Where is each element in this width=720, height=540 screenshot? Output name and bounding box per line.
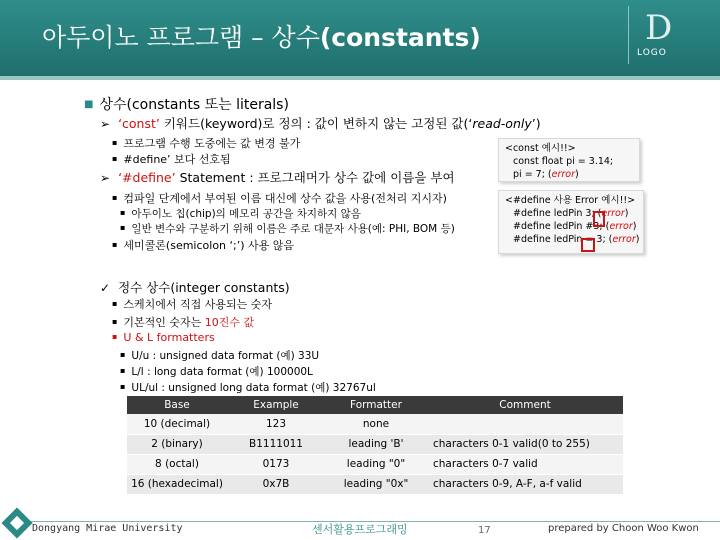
table-cell: 8 (octal)	[127, 454, 227, 474]
table-header-cell: Comment	[427, 396, 623, 414]
dot-bullet-icon: ▪	[112, 138, 118, 147]
list-item: ▪ U & L formatters	[112, 331, 215, 344]
dot-bullet-icon: ▪	[120, 208, 126, 217]
table-header-cell: Example	[227, 396, 325, 414]
check-icon: ✓	[100, 281, 111, 295]
table-cell: 0173	[227, 454, 325, 474]
table-cell: 0x7B	[227, 474, 325, 494]
table-header-row	[127, 396, 623, 414]
footer-author: prepared by Choon Woo Kwon	[548, 523, 699, 534]
square-bullet-icon: ■	[84, 99, 94, 110]
define-item: ➢ ‘#define’ Statement : 프로그래머가 상수 값에 이름을 부여	[100, 170, 455, 185]
table-cell: 2 (binary)	[127, 434, 227, 454]
header-divider	[0, 76, 720, 80]
table-cell: leading "0x"	[325, 474, 427, 494]
table-header-cell: Formatter	[325, 396, 427, 414]
error-highlight-box	[581, 238, 595, 252]
arrow-bullet-icon: ➢	[100, 117, 111, 131]
table-cell: leading "0"	[325, 454, 427, 474]
integer-constants-item: ✓ 정수 상수(integer constants)	[100, 280, 290, 295]
list-item: ▪ 프로그램 수행 도중에는 값 변경 불가	[112, 137, 301, 150]
list-item: ▪ 세미콜론(semicolon ‘;’) 사용 않음	[112, 239, 295, 252]
list-item: ▪ 스케치에서 직접 사용되는 숫자	[112, 298, 273, 311]
section-heading: ■ 상수(constants 또는 literals)	[84, 97, 289, 113]
table-row	[127, 414, 623, 434]
table-cell: leading 'B'	[325, 434, 427, 454]
const-example-box: <const 예시!!> const float pi = 3.14; pi = 7; (error)	[498, 138, 640, 182]
table-cell: characters 0-7 valid	[427, 454, 623, 474]
title-korean: 아두이노 프로그램 – 상수	[42, 23, 320, 52]
dot-bullet-icon: ▪	[112, 154, 118, 163]
table-row	[127, 434, 623, 454]
table-cell: B1111011	[227, 434, 325, 454]
page-number: 17	[478, 525, 491, 536]
list-item: ▪ UL/ul : unsigned long data format (예) 32767ul	[120, 382, 376, 394]
title-english: (constants)	[319, 23, 481, 52]
dot-bullet-icon: ▪	[120, 350, 126, 359]
dot-bullet-icon: ▪	[112, 193, 118, 202]
logo	[628, 6, 714, 64]
dot-bullet-icon: ▪	[112, 317, 118, 326]
table-row	[127, 474, 623, 494]
list-item: ▪ 컴파일 단계에서 부여된 이름 대신에 상수 값을 사용(전처리 지시자)	[112, 192, 447, 205]
dot-bullet-icon: ▪	[120, 223, 126, 232]
list-item: ▪ 일반 변수와 구분하기 위해 이름은 주로 대문자 사용(예: PHI, BOM 등)	[120, 223, 455, 235]
dot-bullet-icon: ▪	[112, 332, 118, 341]
list-item: ▪ 아두이노 칩(chip)의 메모리 공간을 차지하지 않음	[120, 208, 361, 220]
dot-bullet-icon: ▪	[112, 299, 118, 308]
table-row	[127, 454, 623, 474]
table-cell: characters 0-9, A-F, a-f valid	[427, 474, 623, 494]
table-cell: 16 (hexadecimal)	[127, 474, 227, 494]
list-item: ▪ #define’ 보다 선호됨	[112, 153, 231, 166]
logo-text: LOGO	[637, 48, 667, 58]
list-item: ▪ L/l : long data format (예) 100000L	[120, 366, 313, 378]
table-cell	[427, 414, 623, 434]
dot-bullet-icon: ▪	[112, 240, 118, 249]
table-cell: none	[325, 414, 427, 434]
footer-university: Dongyang Mirae University	[32, 523, 183, 534]
list-item: ▪ 기본적인 숫자는 10진수 값	[112, 316, 255, 329]
dot-bullet-icon: ▪	[120, 382, 126, 391]
logo-icon: D	[645, 8, 673, 48]
table-cell: characters 0-1 valid(0 to 255)	[427, 434, 623, 454]
integer-format-table	[127, 396, 623, 495]
define-error-example-box: <#define 사용 Error 예시!!> #define ledPin 3; (error) #define ledPin #3; (error) #define ledPin = 3; (error)	[498, 190, 644, 254]
arrow-bullet-icon: ➢	[100, 171, 111, 185]
const-item: ➢ ‘const’ 키워드(keyword)로 정의 : 값이 변하지 않는 고정된 값(‘read-only’)	[100, 116, 541, 131]
error-highlight-box	[593, 211, 605, 227]
table-header-cell: Base	[127, 396, 227, 414]
slide-title	[42, 18, 481, 54]
table-cell: 123	[227, 414, 325, 434]
footer-course: 센서활용프로그래밍	[312, 523, 408, 536]
table-cell: 10 (decimal)	[127, 414, 227, 434]
dot-bullet-icon: ▪	[120, 366, 126, 375]
list-item: ▪ U/u : unsigned data format (예) 33U	[120, 350, 320, 362]
